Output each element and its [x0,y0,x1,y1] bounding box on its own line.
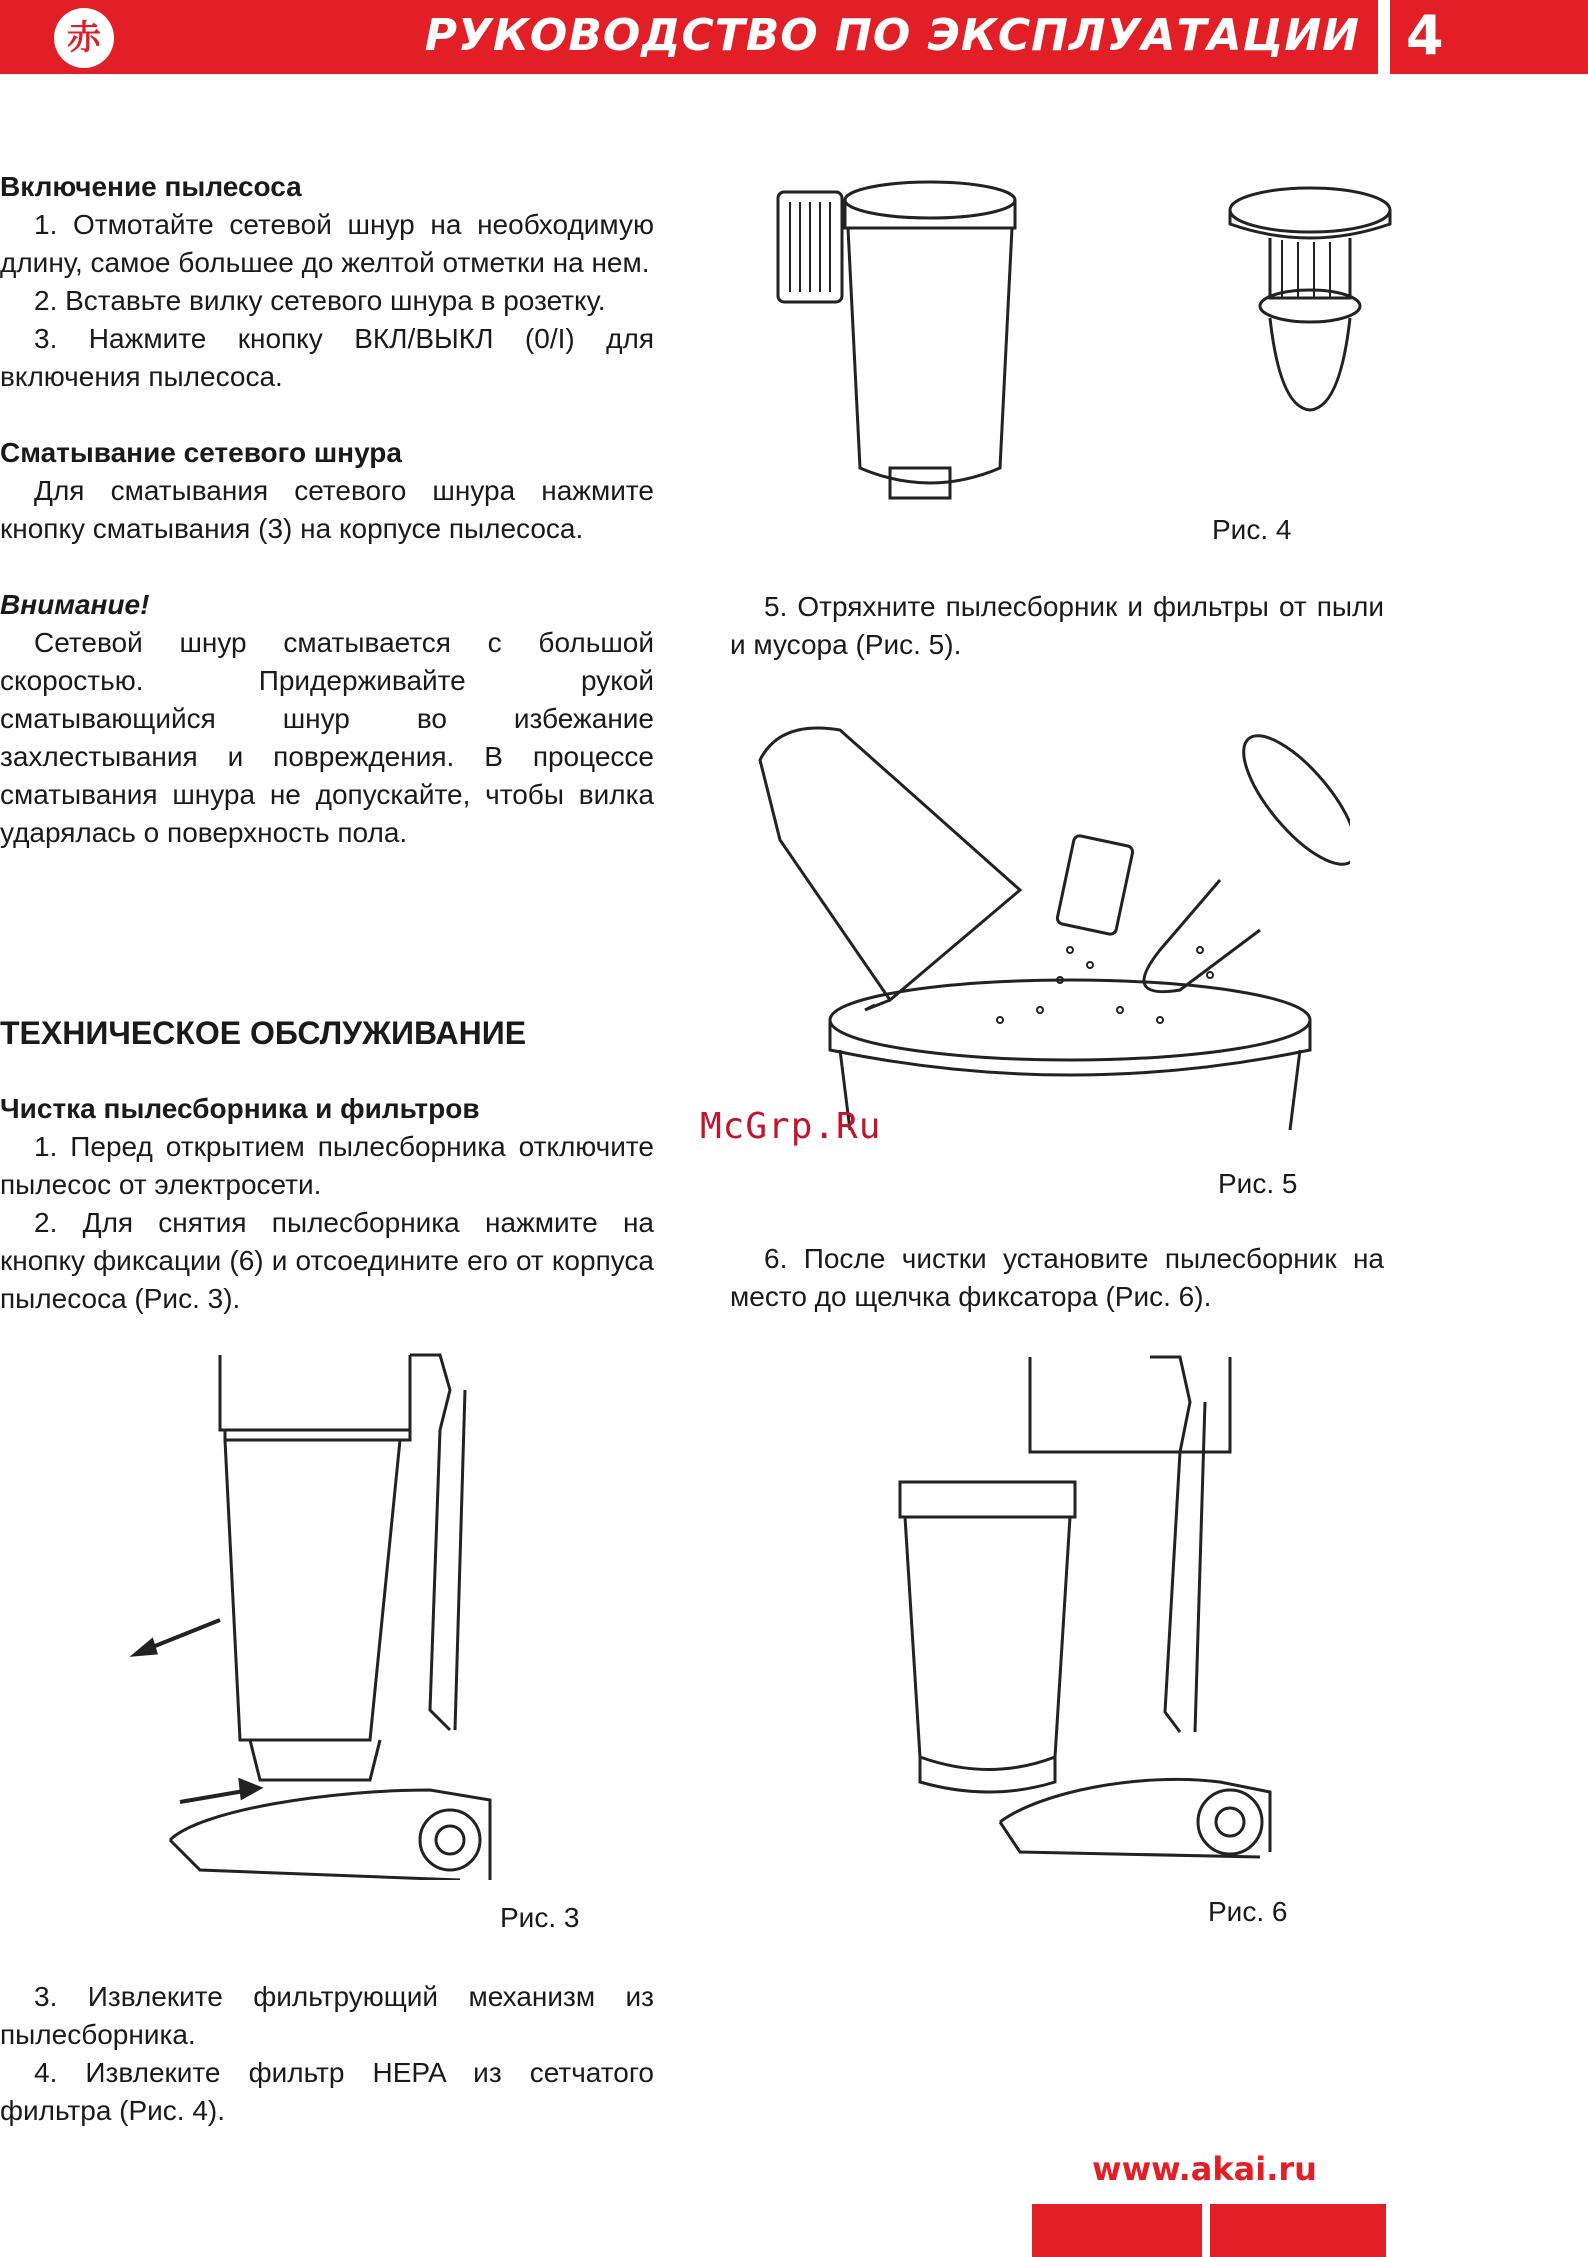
footer-url[interactable]: www.akai.ru [1092,2150,1317,2188]
left-column-top [0,168,654,852]
paragraph: 6. После чистки установите пылесборник на место до щелчка фиксатора (Рис. 6). [730,1243,1384,1312]
cleaning-heading: Чистка пылесборника и фильтров [0,1093,480,1124]
figure-5-caption: Рис. 5 [1218,1168,1298,1199]
figure-3-vacuum-detach [110,1350,500,1880]
section-heading-cord-rewind: Сматывание сетевого шнура [0,437,402,468]
paragraph: 2. Вставьте вилку сетевого шнура в розетку. [34,285,606,316]
brand-logo: 赤 [54,8,114,68]
right-column-step5 [730,588,1384,664]
warning-heading: Внимание! [0,589,150,620]
figure-6-caption: Рис. 6 [1208,1896,1288,1927]
watermark: McGrp.Ru [700,1106,882,1147]
figure-5-shaking-dust [740,720,1350,1130]
footer-block [1032,2204,1202,2257]
paragraph: 2. Для снятия пылесборника нажмите на кнопку фиксации (6) и отсоедините его от корпуса пылесоса (Рис. 3). [0,1207,654,1314]
paragraph: 4. Извлеките фильтр HEPA из сетчатого фильтра (Рис. 4). [0,2057,654,2126]
warning-paragraph: Сетевой шнур сматывается с большой скоростью. Придерживайте рукой сматывающийся шнур во избежание захлестывания и повреждения. В процессе сматывания шнура не допускайте, чтобы вилка ударялась о поверхность пола. [0,627,654,848]
paragraph: 3. Извлеките фильтрующий механизм из пылесборника. [0,1981,654,2050]
right-column-step6 [730,1240,1384,1316]
header-title: РУКОВОДСТВО ПО ЭКСПЛУАТАЦИИ [424,10,1360,61]
figure-3-caption: Рис. 3 [500,1902,580,1933]
footer-block [1210,2204,1386,2257]
page-number: 4 [1406,4,1444,67]
maintenance-heading: ТЕХНИЧЕСКОЕ ОБСЛУЖИВАНИЕ [0,1015,527,1051]
figure-6-reinstall [880,1352,1280,1862]
page-header [0,0,1588,74]
paragraph: 1. Отмотайте сетевой шнур на необходимую длину, самое большее до желтой отметки на нем. [0,209,654,278]
left-column-maintenance [0,1014,654,1318]
paragraph: 1. Перед открытием пылесборника отключите пылесос от электросети. [0,1131,654,1200]
paragraph: 3. Нажмите кнопку ВКЛ/ВЫКЛ (0/I) для включения пылесоса. [0,323,654,392]
figure-4-caption: Рис. 4 [1212,514,1292,545]
paragraph: Для сматывания сетевого шнура нажмите кнопку сматывания (3) на корпусе пылесоса. [0,475,654,544]
left-column-bottom [0,1978,654,2130]
section-heading-power-on: Включение пылесоса [0,171,302,202]
paragraph: 5. Отряхните пылесборник и фильтры от пыли и мусора (Рис. 5). [730,591,1384,660]
figure-4-filters [760,178,1400,518]
